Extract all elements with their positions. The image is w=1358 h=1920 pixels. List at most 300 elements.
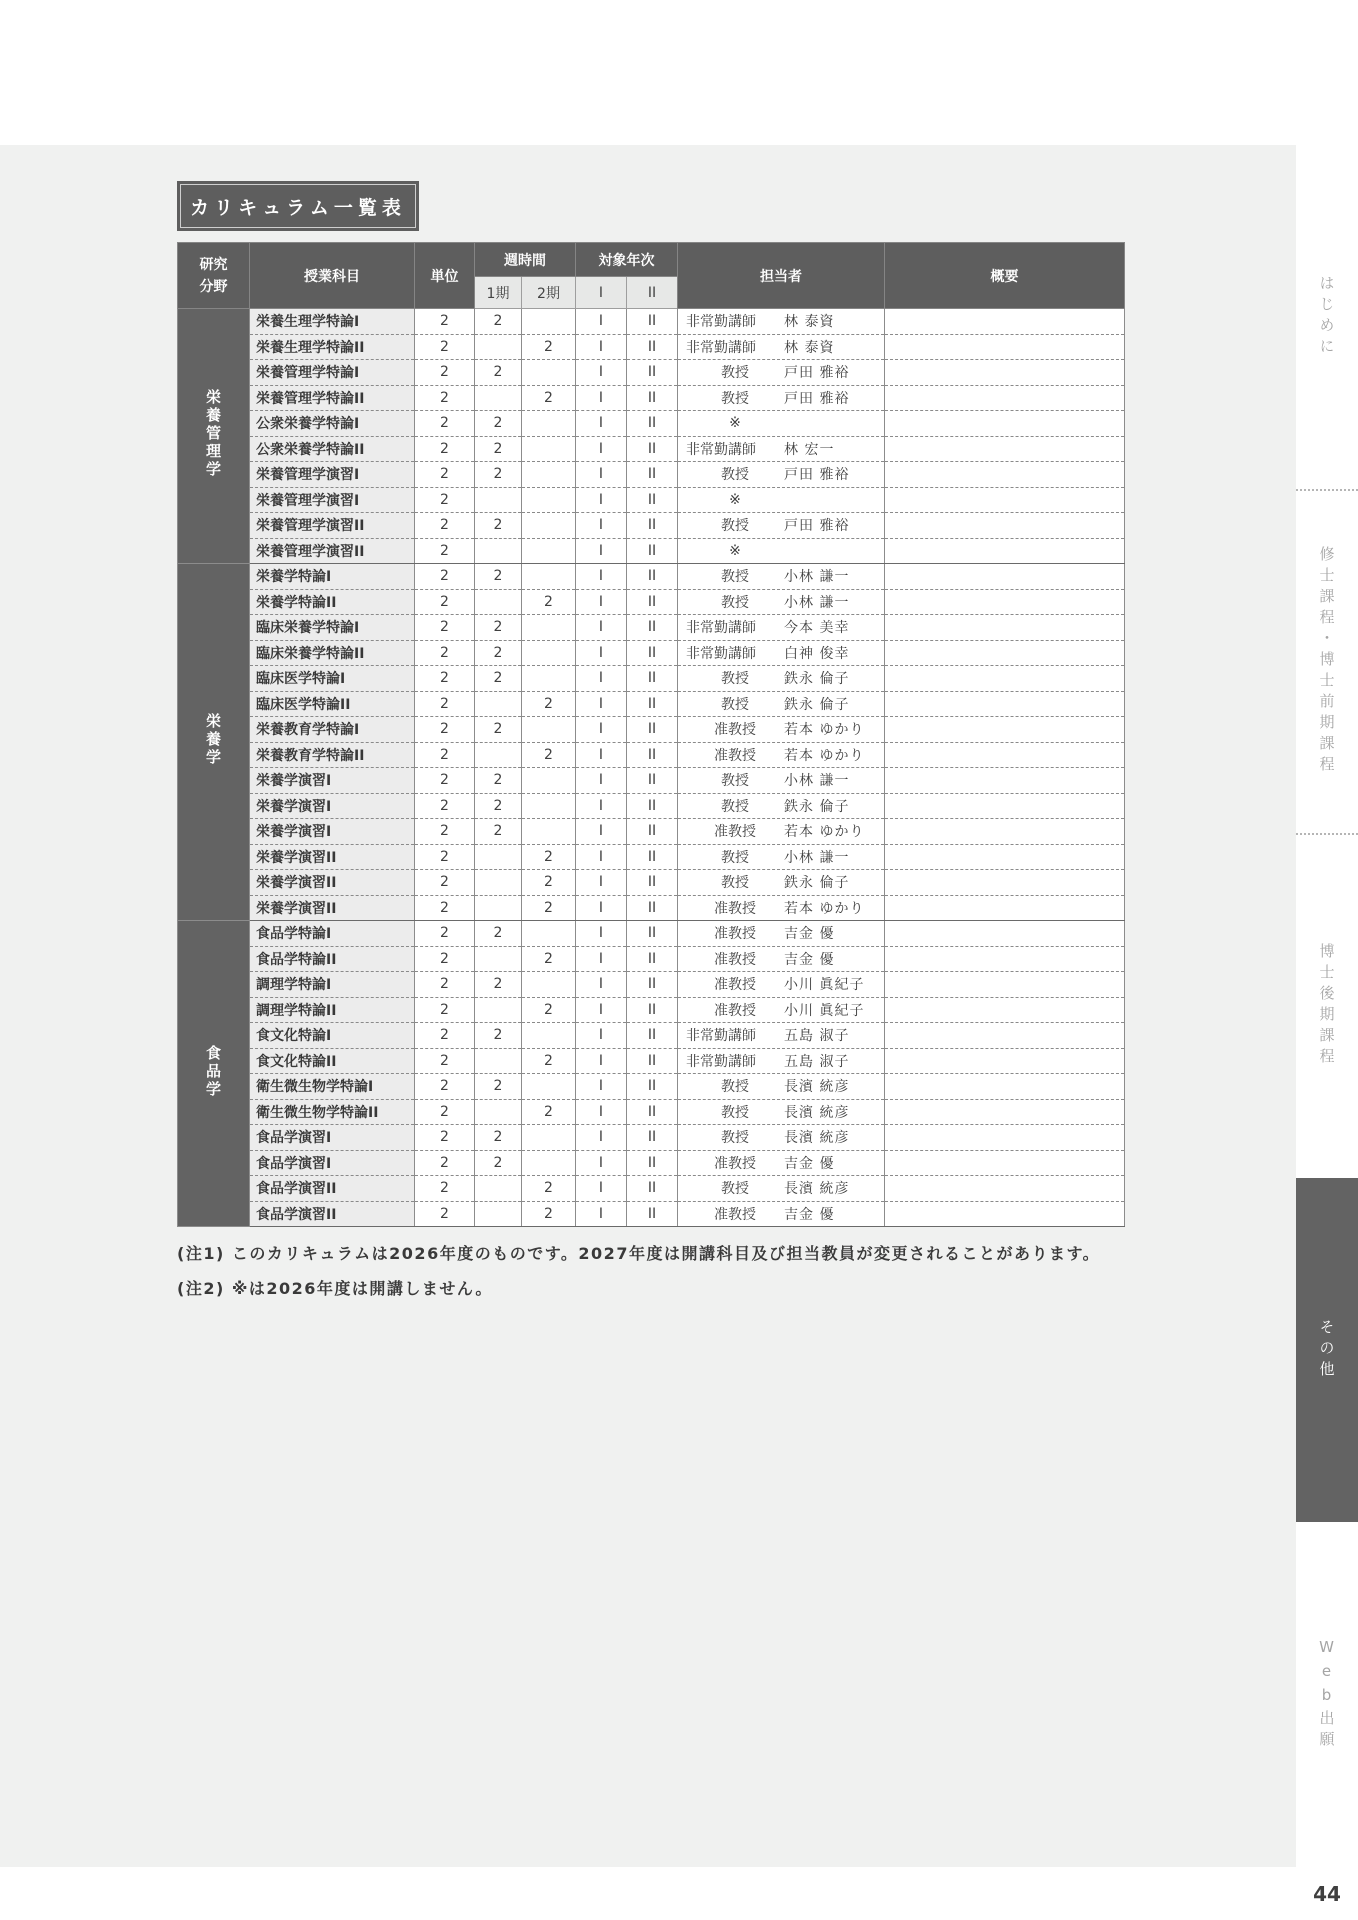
subject-cell: 衛生微生物学特論I bbox=[250, 1074, 415, 1100]
year2-cell: II bbox=[627, 640, 678, 666]
overview-cell bbox=[885, 1048, 1125, 1074]
year1-cell: I bbox=[576, 538, 627, 564]
credits-cell: 2 bbox=[415, 360, 475, 386]
lecturer-name: 小林 謙一 bbox=[784, 773, 850, 790]
credits-cell: 2 bbox=[415, 946, 475, 972]
lecturer-title: 准教授 bbox=[714, 1206, 756, 1223]
subject-cell: 栄養教育学特論II bbox=[250, 742, 415, 768]
subject-cell: 調理学特論II bbox=[250, 997, 415, 1023]
term1-cell bbox=[475, 334, 522, 360]
lecturer-cell bbox=[678, 589, 885, 615]
credits-cell: 2 bbox=[415, 487, 475, 513]
subject-cell: 食品学演習II bbox=[250, 1201, 415, 1227]
overview-cell bbox=[885, 666, 1125, 692]
side-tab-other[interactable] bbox=[1296, 1178, 1358, 1522]
subject-cell: 臨床栄養学特論II bbox=[250, 640, 415, 666]
term2-cell: 2 bbox=[522, 1176, 576, 1202]
credits-cell: 2 bbox=[415, 717, 475, 743]
year2-cell: II bbox=[627, 309, 678, 335]
term2-cell: 2 bbox=[522, 691, 576, 717]
subject-cell: 調理学特論I bbox=[250, 972, 415, 998]
lecturer-title: 准教授 bbox=[714, 951, 756, 968]
year1-cell: I bbox=[576, 640, 627, 666]
credits-cell: 2 bbox=[415, 462, 475, 488]
overview-cell bbox=[885, 997, 1125, 1023]
term2-cell bbox=[522, 921, 576, 947]
table-row bbox=[178, 360, 1125, 386]
lecturer-cell bbox=[678, 844, 885, 870]
term1-cell: 2 bbox=[475, 513, 522, 539]
term1-cell: 2 bbox=[475, 436, 522, 462]
lecturer-title: 教授 bbox=[721, 467, 749, 484]
lecturer-title: 教授 bbox=[721, 875, 749, 892]
term2-cell: 2 bbox=[522, 870, 576, 896]
subject-cell: 栄養生理学特論I bbox=[250, 309, 415, 335]
year1-cell: I bbox=[576, 513, 627, 539]
term1-cell: 2 bbox=[475, 1023, 522, 1049]
year1-cell: I bbox=[576, 793, 627, 819]
overview-cell bbox=[885, 742, 1125, 768]
term1-cell: 2 bbox=[475, 819, 522, 845]
table-row bbox=[178, 564, 1125, 590]
year1-cell: I bbox=[576, 1150, 627, 1176]
year1-cell: I bbox=[576, 385, 627, 411]
lecturer-name: 長濱 統彦 bbox=[784, 1104, 850, 1121]
overview-cell bbox=[885, 1074, 1125, 1100]
lecturer-cell bbox=[678, 870, 885, 896]
lecturer-title: 非常勤講師 bbox=[686, 339, 756, 356]
section-title: カリキュラム一覧表 bbox=[177, 181, 419, 231]
subject-cell: 栄養管理学特論II bbox=[250, 385, 415, 411]
subject-cell: 栄養管理学演習I bbox=[250, 462, 415, 488]
lecturer-name: 鉄永 倫子 bbox=[784, 696, 850, 713]
term1-cell: 2 bbox=[475, 1150, 522, 1176]
subject-cell: 臨床医学特論II bbox=[250, 691, 415, 717]
lecturer-title: ※ bbox=[729, 542, 741, 559]
credits-cell: 2 bbox=[415, 691, 475, 717]
term2-cell: 2 bbox=[522, 1201, 576, 1227]
overview-cell bbox=[885, 462, 1125, 488]
table-row bbox=[178, 742, 1125, 768]
subject-cell: 栄養学演習II bbox=[250, 870, 415, 896]
term1-cell bbox=[475, 1048, 522, 1074]
table-row bbox=[178, 921, 1125, 947]
curriculum-table bbox=[177, 242, 1125, 1227]
term1-cell bbox=[475, 870, 522, 896]
lecturer-cell bbox=[678, 513, 885, 539]
lecturer-cell bbox=[678, 921, 885, 947]
term1-cell: 2 bbox=[475, 717, 522, 743]
note-2: (注2) ※は2026年度は開講しません。 bbox=[177, 1279, 493, 1298]
side-tab-intro[interactable] bbox=[1296, 145, 1358, 489]
lecturer-title: 教授 bbox=[721, 1104, 749, 1121]
header-weekly-hours: 週時間 bbox=[475, 243, 576, 277]
lecturer-name: 五島 淑子 bbox=[784, 1028, 850, 1045]
subject-cell: 栄養学演習II bbox=[250, 844, 415, 870]
side-tab-doctoral-course[interactable] bbox=[1296, 835, 1358, 1177]
term2-cell bbox=[522, 487, 576, 513]
year1-cell: I bbox=[576, 1074, 627, 1100]
year2-cell: II bbox=[627, 462, 678, 488]
term2-cell bbox=[522, 462, 576, 488]
lecturer-title: 非常勤講師 bbox=[686, 1028, 756, 1045]
field-label-cell bbox=[178, 921, 250, 1227]
table-row bbox=[178, 487, 1125, 513]
overview-cell bbox=[885, 436, 1125, 462]
credits-cell: 2 bbox=[415, 844, 475, 870]
page-number: 44 bbox=[1296, 1867, 1358, 1920]
header-overview: 概要 bbox=[885, 243, 1125, 309]
credits-cell: 2 bbox=[415, 972, 475, 998]
lecturer-title: 教授 bbox=[721, 696, 749, 713]
credits-cell: 2 bbox=[415, 895, 475, 921]
lecturer-name: 小川 眞紀子 bbox=[784, 1002, 865, 1019]
overview-cell bbox=[885, 1023, 1125, 1049]
overview-cell bbox=[885, 615, 1125, 641]
year2-cell: II bbox=[627, 411, 678, 437]
year1-cell: I bbox=[576, 1048, 627, 1074]
overview-cell bbox=[885, 360, 1125, 386]
lecturer-name: 吉金 優 bbox=[784, 1206, 835, 1223]
lecturer-name: 若本 ゆかり bbox=[784, 824, 865, 841]
lecturer-title: 非常勤講師 bbox=[686, 645, 756, 662]
table-row bbox=[178, 640, 1125, 666]
side-tab-label: 博士後期課程 bbox=[1317, 943, 1336, 1069]
credits-cell: 2 bbox=[415, 564, 475, 590]
term1-cell: 2 bbox=[475, 640, 522, 666]
subject-cell: 栄養管理学特論I bbox=[250, 360, 415, 386]
term1-cell: 2 bbox=[475, 921, 522, 947]
lecturer-cell bbox=[678, 1099, 885, 1125]
table-row bbox=[178, 717, 1125, 743]
lecturer-cell bbox=[678, 334, 885, 360]
lecturer-cell bbox=[678, 997, 885, 1023]
term1-cell bbox=[475, 997, 522, 1023]
lecturer-name: 小林 謙一 bbox=[784, 849, 850, 866]
credits-cell: 2 bbox=[415, 768, 475, 794]
lecturer-cell bbox=[678, 1074, 885, 1100]
overview-cell bbox=[885, 819, 1125, 845]
credits-cell: 2 bbox=[415, 1201, 475, 1227]
subject-cell: 臨床栄養学特論I bbox=[250, 615, 415, 641]
overview-cell bbox=[885, 921, 1125, 947]
year2-cell: II bbox=[627, 717, 678, 743]
term1-cell: 2 bbox=[475, 666, 522, 692]
lecturer-title: 非常勤講師 bbox=[686, 1053, 756, 1070]
year2-cell: II bbox=[627, 564, 678, 590]
year1-cell: I bbox=[576, 946, 627, 972]
lecturer-title: 准教授 bbox=[714, 1002, 756, 1019]
credits-cell: 2 bbox=[415, 1074, 475, 1100]
overview-cell bbox=[885, 1125, 1125, 1151]
lecturer-title: 教授 bbox=[721, 569, 749, 586]
lecturer-cell bbox=[678, 538, 885, 564]
year2-cell: II bbox=[627, 385, 678, 411]
lecturer-title: ※ bbox=[729, 415, 741, 432]
term2-cell bbox=[522, 640, 576, 666]
year1-cell: I bbox=[576, 921, 627, 947]
header-field: 研究 分野 bbox=[178, 243, 250, 309]
field-label: 栄養学 bbox=[204, 713, 222, 767]
term2-cell bbox=[522, 1125, 576, 1151]
field-label: 食品学 bbox=[204, 1044, 222, 1099]
credits-cell: 2 bbox=[415, 436, 475, 462]
year1-cell: I bbox=[576, 589, 627, 615]
year1-cell: I bbox=[576, 666, 627, 692]
term2-cell: 2 bbox=[522, 997, 576, 1023]
table-row bbox=[178, 1176, 1125, 1202]
lecturer-cell bbox=[678, 1150, 885, 1176]
year2-cell: II bbox=[627, 1176, 678, 1202]
lecturer-title: 教授 bbox=[721, 518, 749, 535]
lecturer-name: 吉金 優 bbox=[784, 926, 835, 943]
curriculum-body bbox=[178, 309, 1125, 1227]
header-subject: 授業科目 bbox=[250, 243, 415, 309]
year2-cell: II bbox=[627, 1201, 678, 1227]
subject-cell: 食品学特論II bbox=[250, 946, 415, 972]
year2-cell: II bbox=[627, 793, 678, 819]
side-tab-master-course[interactable] bbox=[1296, 491, 1358, 832]
side-tab-label: はじめに bbox=[1317, 275, 1336, 359]
subject-cell: 衛生微生物学特論II bbox=[250, 1099, 415, 1125]
year2-cell: II bbox=[627, 1048, 678, 1074]
year1-cell: I bbox=[576, 411, 627, 437]
year2-cell: II bbox=[627, 768, 678, 794]
lecturer-name: 白神 俊幸 bbox=[784, 645, 850, 662]
year1-cell: I bbox=[576, 819, 627, 845]
term2-cell bbox=[522, 819, 576, 845]
subject-cell: 栄養管理学演習II bbox=[250, 538, 415, 564]
table-row bbox=[178, 538, 1125, 564]
table-row bbox=[178, 1150, 1125, 1176]
term2-cell: 2 bbox=[522, 1099, 576, 1125]
term1-cell: 2 bbox=[475, 462, 522, 488]
lecturer-title: 非常勤講師 bbox=[686, 620, 756, 637]
credits-cell: 2 bbox=[415, 385, 475, 411]
term1-cell bbox=[475, 691, 522, 717]
year1-cell: I bbox=[576, 1201, 627, 1227]
subject-cell: 臨床医学特論I bbox=[250, 666, 415, 692]
credits-cell: 2 bbox=[415, 538, 475, 564]
table-row bbox=[178, 334, 1125, 360]
credits-cell: 2 bbox=[415, 513, 475, 539]
overview-cell bbox=[885, 972, 1125, 998]
year2-cell: II bbox=[627, 972, 678, 998]
subject-cell: 栄養学演習I bbox=[250, 768, 415, 794]
year2-cell: II bbox=[627, 870, 678, 896]
year1-cell: I bbox=[576, 360, 627, 386]
subject-cell: 食品学演習I bbox=[250, 1125, 415, 1151]
term2-cell bbox=[522, 768, 576, 794]
year2-cell: II bbox=[627, 946, 678, 972]
lecturer-cell bbox=[678, 666, 885, 692]
lecturer-name: 若本 ゆかり bbox=[784, 900, 865, 917]
lecturer-cell bbox=[678, 564, 885, 590]
lecturer-name: 五島 淑子 bbox=[784, 1053, 850, 1070]
lecturer-cell bbox=[678, 640, 885, 666]
overview-cell bbox=[885, 1150, 1125, 1176]
term1-cell bbox=[475, 487, 522, 513]
lecturer-name: 長濱 統彦 bbox=[784, 1079, 850, 1096]
lecturer-name: 吉金 優 bbox=[784, 951, 835, 968]
table-row bbox=[178, 870, 1125, 896]
year1-cell: I bbox=[576, 436, 627, 462]
year1-cell: I bbox=[576, 564, 627, 590]
lecturer-name: 若本 ゆかり bbox=[784, 722, 865, 739]
year1-cell: I bbox=[576, 972, 627, 998]
subject-cell: 栄養生理学特論II bbox=[250, 334, 415, 360]
lecturer-title: 教授 bbox=[721, 390, 749, 407]
overview-cell bbox=[885, 1099, 1125, 1125]
lecturer-title: 教授 bbox=[721, 849, 749, 866]
overview-cell bbox=[885, 1201, 1125, 1227]
table-row bbox=[178, 436, 1125, 462]
overview-cell bbox=[885, 487, 1125, 513]
lecturer-name: 鉄永 倫子 bbox=[784, 875, 850, 892]
overview-cell bbox=[885, 1176, 1125, 1202]
year2-cell: II bbox=[627, 819, 678, 845]
table-row bbox=[178, 768, 1125, 794]
lecturer-title: 准教授 bbox=[714, 1155, 756, 1172]
overview-cell bbox=[885, 385, 1125, 411]
year2-cell: II bbox=[627, 538, 678, 564]
year2-cell: II bbox=[627, 895, 678, 921]
overview-cell bbox=[885, 768, 1125, 794]
term1-cell bbox=[475, 946, 522, 972]
term2-cell bbox=[522, 1023, 576, 1049]
term1-cell: 2 bbox=[475, 360, 522, 386]
lecturer-cell bbox=[678, 768, 885, 794]
lecturer-cell bbox=[678, 436, 885, 462]
credits-cell: 2 bbox=[415, 997, 475, 1023]
subject-cell: 食品学特論I bbox=[250, 921, 415, 947]
credits-cell: 2 bbox=[415, 666, 475, 692]
lecturer-name: 小川 眞紀子 bbox=[784, 977, 865, 994]
term2-cell bbox=[522, 411, 576, 437]
term1-cell: 2 bbox=[475, 309, 522, 335]
lecturer-cell bbox=[678, 742, 885, 768]
lecturer-cell bbox=[678, 385, 885, 411]
lecturer-cell bbox=[678, 462, 885, 488]
term2-cell bbox=[522, 972, 576, 998]
table-row bbox=[178, 1125, 1125, 1151]
table-row bbox=[178, 1099, 1125, 1125]
year1-cell: I bbox=[576, 309, 627, 335]
overview-cell bbox=[885, 309, 1125, 335]
lecturer-title: 准教授 bbox=[714, 977, 756, 994]
credits-cell: 2 bbox=[415, 921, 475, 947]
table-row bbox=[178, 309, 1125, 335]
lecturer-title: 教授 bbox=[721, 365, 749, 382]
lecturer-cell bbox=[678, 1048, 885, 1074]
year1-cell: I bbox=[576, 997, 627, 1023]
subject-cell: 栄養学演習I bbox=[250, 819, 415, 845]
lecturer-name: 小林 謙一 bbox=[784, 594, 850, 611]
year2-cell: II bbox=[627, 666, 678, 692]
table-row bbox=[178, 411, 1125, 437]
term1-cell bbox=[475, 742, 522, 768]
term2-cell: 2 bbox=[522, 385, 576, 411]
year2-cell: II bbox=[627, 844, 678, 870]
table-row bbox=[178, 385, 1125, 411]
year2-cell: II bbox=[627, 615, 678, 641]
year1-cell: I bbox=[576, 895, 627, 921]
term2-cell: 2 bbox=[522, 334, 576, 360]
lecturer-cell bbox=[678, 411, 885, 437]
lecturer-name: 若本 ゆかり bbox=[784, 747, 865, 764]
subject-cell: 食品学演習I bbox=[250, 1150, 415, 1176]
credits-cell: 2 bbox=[415, 1125, 475, 1151]
header-term-1: 1期 bbox=[475, 277, 522, 309]
note-1: (注1) このカリキュラムは2026年度のものです。2027年度は開講科目及び担当教員が変更されることがあります。 bbox=[177, 1244, 1101, 1263]
field-label-cell bbox=[178, 309, 250, 564]
header-term-2: 2期 bbox=[522, 277, 576, 309]
lecturer-title: 准教授 bbox=[714, 722, 756, 739]
lecturer-title: 教授 bbox=[721, 773, 749, 790]
term2-cell bbox=[522, 1074, 576, 1100]
year1-cell: I bbox=[576, 462, 627, 488]
lecturer-name: 長濱 統彦 bbox=[784, 1181, 850, 1198]
credits-cell: 2 bbox=[415, 1099, 475, 1125]
term1-cell bbox=[475, 844, 522, 870]
year1-cell: I bbox=[576, 844, 627, 870]
term1-cell bbox=[475, 589, 522, 615]
year2-cell: II bbox=[627, 1150, 678, 1176]
overview-cell bbox=[885, 411, 1125, 437]
table-row bbox=[178, 946, 1125, 972]
lecturer-name: 林 泰資 bbox=[784, 314, 835, 331]
lecturer-title: 教授 bbox=[721, 594, 749, 611]
term2-cell: 2 bbox=[522, 589, 576, 615]
table-row bbox=[178, 1074, 1125, 1100]
header-year-2: II bbox=[627, 277, 678, 309]
year2-cell: II bbox=[627, 1099, 678, 1125]
term1-cell: 2 bbox=[475, 972, 522, 998]
subject-cell: 栄養学演習I bbox=[250, 793, 415, 819]
lecturer-name: 戸田 雅裕 bbox=[784, 518, 850, 535]
term2-cell bbox=[522, 309, 576, 335]
year2-cell: II bbox=[627, 1074, 678, 1100]
year2-cell: II bbox=[627, 997, 678, 1023]
year1-cell: I bbox=[576, 870, 627, 896]
table-row bbox=[178, 666, 1125, 692]
year1-cell: I bbox=[576, 334, 627, 360]
term2-cell bbox=[522, 564, 576, 590]
overview-cell bbox=[885, 564, 1125, 590]
credits-cell: 2 bbox=[415, 589, 475, 615]
overview-cell bbox=[885, 946, 1125, 972]
lecturer-title: 教授 bbox=[721, 798, 749, 815]
year2-cell: II bbox=[627, 436, 678, 462]
lecturer-title: 非常勤講師 bbox=[686, 314, 756, 331]
term1-cell bbox=[475, 1099, 522, 1125]
term2-cell bbox=[522, 360, 576, 386]
term2-cell bbox=[522, 615, 576, 641]
term2-cell bbox=[522, 1150, 576, 1176]
term2-cell bbox=[522, 513, 576, 539]
table-row bbox=[178, 462, 1125, 488]
overview-cell bbox=[885, 870, 1125, 896]
side-tab-web-application[interactable] bbox=[1296, 1522, 1358, 1867]
term2-cell bbox=[522, 436, 576, 462]
table-row bbox=[178, 615, 1125, 641]
overview-cell bbox=[885, 844, 1125, 870]
credits-cell: 2 bbox=[415, 1048, 475, 1074]
lecturer-title: 准教授 bbox=[714, 747, 756, 764]
term2-cell: 2 bbox=[522, 742, 576, 768]
term2-cell: 2 bbox=[522, 895, 576, 921]
subject-cell: 公衆栄養学特論II bbox=[250, 436, 415, 462]
